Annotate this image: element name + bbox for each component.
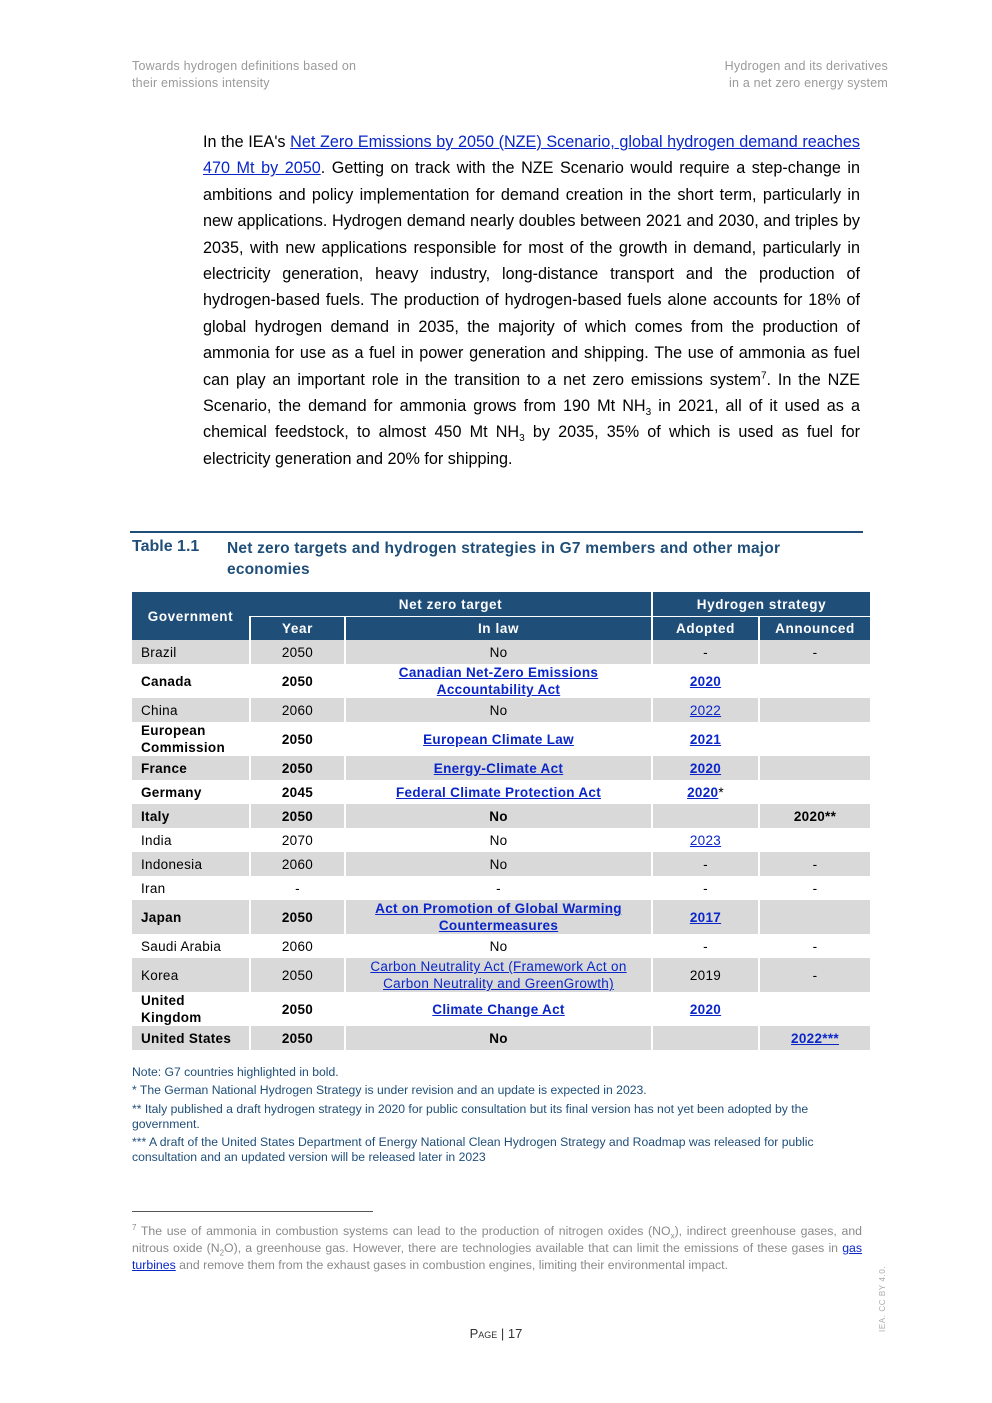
header-year: Year (250, 617, 345, 641)
cell-adopted: 2019 (652, 958, 759, 992)
cell-government: Saudi Arabia (141, 938, 222, 954)
cell-adopted (652, 780, 759, 804)
footnote (132, 1219, 862, 1274)
table-title: Net zero targets and hydrogen strategies in G7 members and other major economies (227, 540, 781, 578)
cell-announced (759, 756, 870, 780)
gas-turbines-link[interactable]: gas turbines (132, 1241, 863, 1273)
cell-year: - (250, 876, 345, 900)
header-right-line1: Hydrogen and its derivatives (724, 59, 888, 73)
cell-government: Canada (141, 673, 192, 689)
cell-adopted: - (652, 640, 759, 664)
strategy-link-eu[interactable]: 2021 (689, 731, 722, 747)
cell-announced (759, 1026, 870, 1050)
header-adopted: Adopted (652, 617, 759, 641)
cell-announced: - (759, 640, 870, 664)
cell-year: 2050 (250, 640, 345, 664)
cell-adopted (652, 756, 759, 780)
page-word: Page (469, 1326, 498, 1341)
subscript-3: 3 (645, 407, 652, 419)
footnote-marker: 7 (132, 1223, 137, 1232)
cell-government: France (132, 756, 250, 780)
running-header-left (132, 58, 356, 92)
cell-in-law: No (345, 804, 652, 828)
header-left-line2: their emissions intensity (132, 76, 270, 90)
law-link-korea[interactable]: Carbon Neutrality Act (Framework Act on Carbon Neutrality and GreenGrowth) (370, 959, 627, 991)
cell-in-law (345, 992, 652, 1026)
cell-in-law (345, 958, 652, 992)
table-row (132, 664, 870, 698)
page-separator: | (497, 1326, 508, 1341)
cell-in-law: No (345, 640, 652, 664)
strategy-link-china[interactable]: 2022 (689, 702, 722, 718)
cell-in-law: - (345, 876, 652, 900)
table-note: * The German National Hydrogen Strategy is under revision and an update is expected in 2023. (132, 1083, 647, 1098)
cell-adopted (652, 698, 759, 722)
strategy-link-germany[interactable]: 2020 (687, 784, 719, 800)
cell-announced (759, 664, 870, 698)
table-number: Table 1.1 (132, 538, 200, 555)
table-row (132, 722, 870, 756)
cell-government: Japan (132, 900, 250, 934)
strategy-link-india[interactable]: 2023 (689, 832, 722, 848)
law-link-uk[interactable]: Climate Change Act (432, 1001, 565, 1017)
cell-adopted (652, 664, 759, 698)
cell-adopted: - (652, 934, 759, 958)
paragraph-part2: . In the NZE Scenario, the demand for ammonia grows from 190 Mt NH (203, 370, 861, 416)
cell-year: 2060 (250, 852, 345, 876)
adopted-asterisk: * (718, 784, 724, 800)
table-note: Note: G7 countries highlighted in bold. (132, 1065, 339, 1079)
cell-government: Germany (141, 784, 202, 800)
cell-in-law (345, 900, 652, 934)
footnote-text: and remove them from the exhaust gases in combustion engines, limiting their environmental impact. (175, 1258, 729, 1273)
table-row (132, 876, 870, 900)
net-zero-table (132, 592, 870, 1050)
cell-in-law (345, 722, 652, 756)
cell-government: Italy (132, 804, 250, 828)
subscript-2: 2 (219, 1248, 225, 1258)
cell-government: United States (132, 1026, 250, 1050)
footnote-reference: 7 (760, 370, 767, 382)
page-num: 17 (507, 1326, 523, 1341)
header-hydrogen-strategy: Hydrogen strategy (652, 592, 870, 617)
cell-government: Iran (141, 880, 166, 896)
table-row (132, 992, 870, 1026)
table-row (132, 934, 870, 958)
cell-government: Brazil (132, 640, 250, 664)
nze-scenario-link[interactable]: Net Zero Emissions by 2050 (NZE) Scenario, global hydrogen demand reaches 470 Mt by 2050 (203, 133, 860, 178)
table-note: *** A draft of the United States Department of Energy National Clean Hydrogen Strategy and Roadmap was released for public consultation and an updated version will be released later in 2023 (132, 1135, 814, 1165)
cell-in-law: No (345, 1026, 652, 1050)
page-number (0, 1326, 992, 1341)
cell-adopted (652, 804, 759, 828)
strategy-link-japan[interactable]: 2017 (689, 909, 722, 925)
footnote-text: ), indirect greenhouse gases, and nitrous oxide (N (132, 1224, 862, 1256)
strategy-link-uk[interactable]: 2020 (689, 1001, 722, 1017)
cell-adopted (652, 1026, 759, 1050)
cell-year: 2050 (250, 958, 345, 992)
cell-in-law: No (345, 828, 652, 852)
law-link-eu[interactable]: European Climate Law (423, 731, 574, 747)
cell-year: 2060 (250, 934, 345, 958)
cell-in-law: No (345, 698, 652, 722)
cell-government: United Kingdom (141, 993, 202, 1025)
table-row (132, 756, 870, 780)
strategy-link-canada[interactable]: 2020 (689, 673, 722, 689)
footnote-text: The use of ammonia in combustion systems can lead to the production of nitrogen oxides (NO (136, 1224, 671, 1239)
cell-in-law (345, 780, 652, 804)
cell-announced (759, 992, 870, 1026)
cell-government: India (141, 832, 172, 848)
cell-announced (759, 722, 870, 756)
cell-adopted: - (652, 852, 759, 876)
cell-year: 2050 (250, 804, 345, 828)
body-paragraph (203, 129, 860, 472)
cell-government: Korea (132, 958, 250, 992)
header-announced: Announced (759, 617, 870, 641)
cell-year: 2050 (250, 900, 345, 934)
strategy-link-france[interactable]: 2020 (689, 760, 722, 776)
table-note: ** Italy published a draft hydrogen strategy in 2020 for public consultation but its final version has not yet been adopted by the government. (132, 1101, 809, 1131)
footnote-text: O), a greenhouse gas. However, there are technologies available that can limit the emissions of these gases in (224, 1241, 843, 1256)
table-top-rule (130, 531, 863, 533)
paragraph-part4: by 2035, 35% of which is used as fuel for electricity generation and 20% for shipping. (203, 423, 860, 468)
cell-announced (759, 698, 870, 722)
table-row (132, 640, 870, 664)
header-right-line2: in a net zero energy system (729, 76, 888, 90)
cell-announced (759, 828, 870, 852)
cell-announced: - (759, 934, 870, 958)
cell-announced (759, 900, 870, 934)
cell-government: European Commission (141, 723, 226, 755)
cell-year: 2050 (250, 664, 345, 698)
cell-in-law: No (345, 852, 652, 876)
subscript-x: x (670, 1231, 675, 1241)
cell-in-law: No (345, 934, 652, 958)
strategy-link-us[interactable]: 2022*** (791, 1030, 839, 1046)
footnote-separator (132, 1211, 373, 1212)
cell-adopted (652, 828, 759, 852)
table-row (132, 1026, 870, 1050)
table-row (132, 698, 870, 722)
cell-year: 2050 (250, 992, 345, 1026)
cell-adopted (652, 992, 759, 1026)
subscript-3: 3 (519, 433, 525, 445)
cell-in-law (345, 756, 652, 780)
cell-government: China (132, 698, 250, 722)
table-row (132, 804, 870, 828)
paragraph-part3: in 2021, all of it used as a chemical feedstock, to almost 450 Mt NH (203, 397, 860, 442)
cell-announced (759, 780, 870, 804)
table-row (132, 780, 870, 804)
cell-announced: 2020** (759, 804, 870, 828)
table-row (132, 828, 870, 852)
paragraph-part1: . Getting on track with the NZE Scenario would require a step-change in ambitions and policy implementation for demand creation in the short term, particularly in new applications. Hydrogen demand nearly doubles between 2021 and 2030, and triples by 2035, with new applications responsible for most of the growth in demand, particularly in electricity generation, heavy industry, long-distance transport and the production of hydrogen-based fuels. The production of hydrogen-based fuels alone accounts for 18% of global hydrogen demand in 2035, the majority of which comes from the production of ammonia for use as a fuel in power generation and shipping. The use of ammonia as fuel can play an important role in the transition to a net zero emissions system (203, 159, 860, 389)
table-row (132, 900, 870, 934)
header-government: Government (132, 592, 250, 640)
cell-year: 2045 (250, 780, 345, 804)
cell-in-law (345, 664, 652, 698)
cell-government: Indonesia (132, 852, 250, 876)
cell-year: 2050 (250, 756, 345, 780)
table-row (132, 852, 870, 876)
table-row (132, 958, 870, 992)
cell-announced: - (759, 958, 870, 992)
table-notes (132, 1065, 857, 1169)
cell-year: 2050 (250, 1026, 345, 1050)
header-left-line1: Towards hydrogen definitions based on (132, 59, 357, 73)
paragraph-intro: In the IEA's (203, 133, 291, 151)
cell-announced: - (759, 852, 870, 876)
law-link-canada[interactable]: Canadian Net-Zero Emissions Accountability Act (398, 665, 599, 697)
cell-year: 2050 (250, 722, 345, 756)
law-link-germany[interactable]: Federal Climate Protection Act (395, 784, 602, 800)
cell-adopted (652, 900, 759, 934)
license-label: IEA. CC BY 4.0. (878, 1265, 887, 1332)
header-in-law: In law (345, 617, 652, 641)
running-header-right (725, 58, 888, 92)
law-link-japan[interactable]: Act on Promotion of Global Warming Countermeasures (375, 901, 622, 933)
cell-year: 2070 (250, 828, 345, 852)
cell-adopted (652, 722, 759, 756)
cell-year: 2060 (250, 698, 345, 722)
header-net-zero-target: Net zero target (250, 592, 652, 617)
cell-adopted: - (652, 876, 759, 900)
law-link-france[interactable]: Energy-Climate Act (433, 760, 564, 776)
cell-announced: - (759, 876, 870, 900)
